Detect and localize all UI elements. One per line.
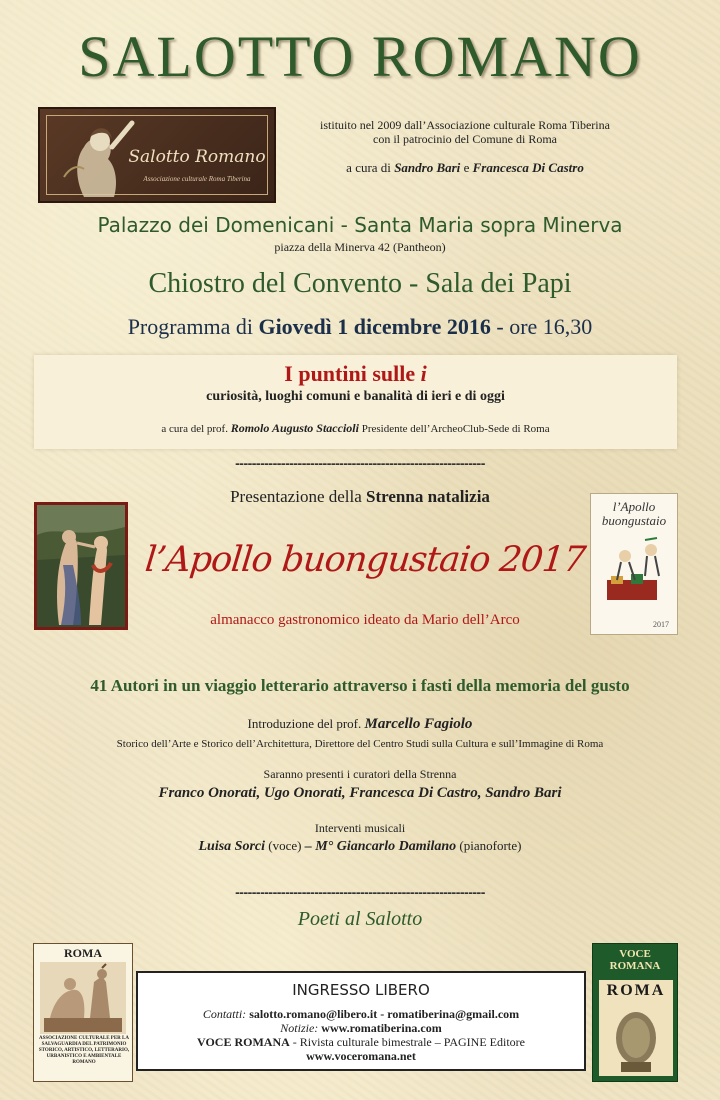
puntini-subtitle: curiosità, luoghi comuni e banalità di ieri e di oggi [206,389,505,404]
book-cover-image [590,493,678,635]
autori-line: 41 Autori in un viaggio letterario attraverso i fasti della memoria del gusto [90,676,630,695]
curated-prefix: a cura di [346,160,391,175]
puntini-title-i: i [420,361,427,386]
news-line [138,1021,584,1036]
founded-line-2: con il patrocinio del Comune di Roma [373,132,557,146]
founded-line-1: istituito nel 2009 dall’Associazione culturale Roma Tiberina [320,118,610,132]
strenna-title: l’Apollo buongustaio 2017 [143,540,587,580]
program-prefix: Programma di [127,314,253,339]
statue-icon [40,962,126,1034]
contacts-emails[interactable]: salotto.romano@libero.it - romatiberina@gmail.com [249,1007,520,1021]
intro-prefix: Introduzione del prof. [247,716,362,731]
puntini-title-text: I puntini sulle [284,361,416,386]
table-drawing-icon [601,536,669,610]
present-label: Saranno presenti i curatori della Strenna [263,767,457,781]
music-label: Interventi musicali [314,821,406,835]
venue-palace: Palazzo dei Domenicani - Santa Maria sopra Minerva [97,213,623,237]
statue-head-icon [609,1004,663,1074]
voce-romana-cover [592,943,678,1082]
program-time: - ore 16,30 [496,314,593,339]
news-link[interactable]: www.romatiberina.com [321,1021,442,1035]
roma-tiberina-title: ROMA [64,946,102,960]
ingresso-libero: INGRESSO LIBERO [292,981,430,999]
salotto-romano-logo [38,107,276,203]
separator-line-2: ------------------------------------------------------------ [235,884,485,900]
puntini-curated-prefix: a cura del prof. [161,423,228,435]
intro-role: Storico dell’Arte e Storico dell’Architettura, Direttore del Centro Studi sulla Cultura e sull’Immagine di Roma [116,738,604,750]
intro-line [0,716,720,733]
separator-line: ------------------------------------------------------------ [235,455,485,471]
voce-romana-link[interactable]: www.voceromana.net [306,1049,416,1063]
musician-2-role: (pianoforte) [459,838,522,853]
musician-2: – M° Giancarlo Damilano [304,839,457,854]
program-day: Giovedì 1 dicembre 2016 [258,314,491,339]
puntini-section [34,355,677,449]
voce-cover-roma: ROMA [606,982,666,999]
contacts-label: Contatti: [202,1007,247,1021]
venue-address: piazza della Minerva 42 (Pantheon) [274,240,446,254]
curator-1: Sandro Bari [394,160,461,175]
roma-tiberina-subtitle: ASSOCIAZIONE CULTURALE PER LA SALVAGUARDIA DEL PATRIMONIO STORICO, ARTISTICO, LETTERARIO, URBANISTICO E AMBIENTALE ROMANO [38,1036,130,1065]
apollo-painting-image [34,502,128,630]
strenna-subtitle: almanacco gastronomico ideato da Mario dell’Arco [210,612,520,628]
page-title: SALOTTO ROMANO [78,24,642,89]
voce-romana-name: VOCE ROMANA [197,1035,290,1049]
poeti-heading: Poeti al Salotto [297,908,423,930]
musician-1: Luisa Sorci [198,839,265,854]
contacts-line [138,1007,584,1022]
musicians-line [0,838,720,855]
founded-info [300,118,630,146]
curated-and: e [463,160,470,175]
presentation-bold: Strenna natalizia [366,487,490,506]
puntini-curator-name: Romolo Augusto Staccioli [230,421,359,435]
program-date [0,314,720,340]
book-cover-year: 2017 [653,620,669,629]
intro-name: Marcello Fagiolo [364,716,473,732]
curated-by [300,160,630,176]
puntini-curator-role: Presidente dell’ArcheoClub-Sede di Roma [361,423,550,435]
curator-2: Francesca Di Castro [472,160,584,175]
logo-title: Salotto Romano [128,147,266,167]
musician-1-role: (voce) [268,838,302,853]
voce-romana-desc: - Rivista culturale bimestrale – PAGINE Editore [292,1035,525,1049]
present-names: Franco Onorati, Ugo Onorati, Francesca Di Castro, Sandro Bari [158,785,562,801]
info-box [136,971,586,1071]
roma-tiberina-logo [33,943,133,1082]
logo-subtitle: Associazione culturale Roma Tiberina [143,175,251,183]
voce-cover-title: VOCE ROMANA [609,948,661,972]
venue-hall: Chiostro del Convento - Sala dei Papi [148,268,572,299]
presentation-prefix: Presentazione della [230,487,362,506]
voce-romana-line [138,1035,584,1050]
book-cover-title: l’Apollo buongustaio [601,499,667,528]
puntini-curator [34,421,677,436]
news-label: Notizie: [280,1021,319,1035]
puntini-title [34,361,677,387]
